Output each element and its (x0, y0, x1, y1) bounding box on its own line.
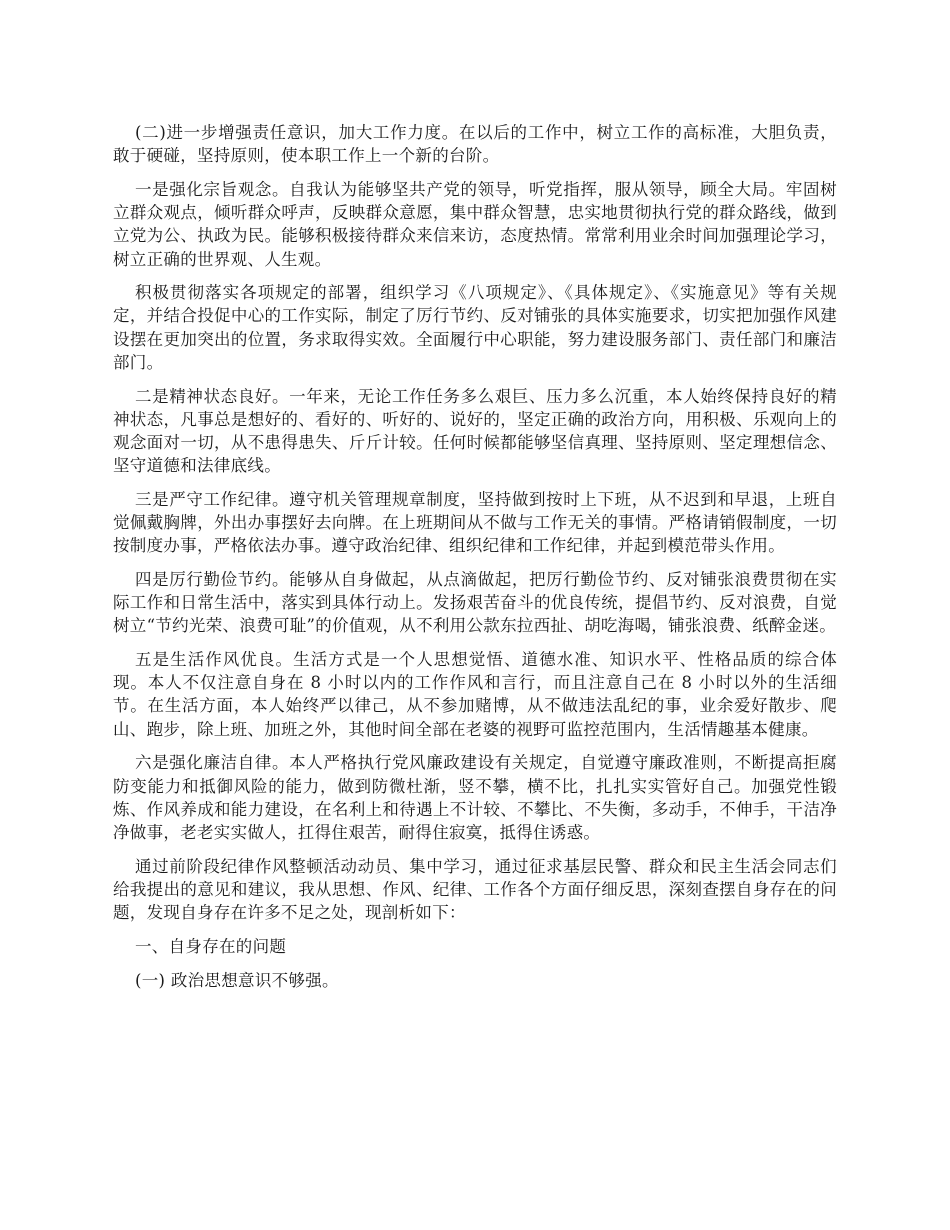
paragraph-5: 三是严守工作纪律。遵守机关管理规章制度，坚持做到按时上下班，从不迟到和早退，上班自觉佩戴胸牌，外出办事摆好去向牌。在上班期间从不做与工作无关的事情。严格请销假制度，一切按制度办事，严格依法办事。遵守政治纪律、组织纪律和工作纪律，并起到模范带头作用。 (113, 489, 837, 556)
document-body (113, 121, 837, 1002)
subsection-heading: (一) 政治思想意识不够强。 (135, 970, 339, 990)
paragraph-8: 六是强化廉洁自律。本人严格执行党风廉政建设有关规定，自觉遵守廉政准则，不断提高拒腐防变能力和抵御风险的能力，做到防微杜渐，竖不攀，横不比，扎扎实实管好自己。加强党性锻炼、作风养成和能力建设，在名利上和待遇上不计较、不攀比、不失衡，多动手，不伸手，干洁净净做事，老老实实做人，扛得住艰苦，耐得住寂寞，抵得住诱惑。 (113, 753, 837, 842)
section-heading: 一、自身存在的问题 (135, 936, 287, 956)
paragraph-1: (二)进一步增强责任意识，加大工作力度。在以后的工作中，树立工作的高标准，大胆负责，敢于硬碰，坚持原则，使本职工作上一个新的台阶。 (113, 123, 837, 166)
paragraph-6: 四是厉行勤俭节约。能够从自身做起，从点滴做起，把厉行勤俭节约、反对铺张浪费贯彻在实际工作和日常生活中，落实到具体行动上。发扬艰苦奋斗的优良传统，提倡节约、反对浪费，自觉树立“节约光荣、浪费可耻”的价值观，从不利用公款东拉西扯、胡吃海喝，铺张浪费、纸醉金迷。 (113, 569, 837, 636)
paragraph-3: 积极贯彻落实各项规定的部署，组织学习《八项规定》、《具体规定》、《实施意见》等有关规定，并结合投促中心的工作实际，制定了厉行节约、反对铺张的具体实施要求，切实把加强作风建设摆在更加突出的位置，务求取得实效。全面履行中心职能，努力建设服务部门、责任部门和廉洁部门。 (113, 283, 837, 372)
paragraph-7: 五是生活作风优良。生活方式是一个人思想觉悟、道德水准、知识水平、性格品质的综合体现。本人不仅注意自身在 8 小时以内的工作作风和言行，而且注意自己在 8 小时以外的生活细节。在生活方面，本人始终严以律己，从不参加赌博，从不做违法乱纪的事，业余爱好散步、爬山、跑步，除上班、加班之外，其他时间全部在老婆的视野可监控范围内，生活情趣基本健康。 (113, 650, 837, 739)
paragraph-9: 通过前阶段纪律作风整顿活动动员、集中学习，通过征求基层民警、群众和民主生活会同志们给我提出的意见和建议，我从思想、作风、纪律、工作各个方面仔细反思，深刻查摆自身存在的问题，发现自身存在许多不足之处，现剖析如下： (113, 856, 837, 923)
paragraph-4: 二是精神状态良好。一年来，无论工作任务多么艰巨、压力多么沉重，本人始终保持良好的精神状态，凡事总是想好的、看好的、听好的、说好的，坚定正确的政治方向，用积极、乐观向上的观念面对一切，从不患得患失、斤斤计较。任何时候都能够坚信真理、坚持原则、坚定理想信念、坚守道德和法律底线。 (113, 386, 837, 476)
paragraph-2: 一是强化宗旨观念。自我认为能够坚共产党的领导，听党指挥，服从领导，顾全大局。牢固树立群众观点，倾听群众呼声，反映群众意愿，集中群众智慧，忠实地贯彻执行党的群众路线，做到立党为公、执政为民。能够积极接待群众来信来访，态度热情。常常利用业余时间加强理论学习，树立正确的世界观、人生观。 (113, 179, 837, 269)
